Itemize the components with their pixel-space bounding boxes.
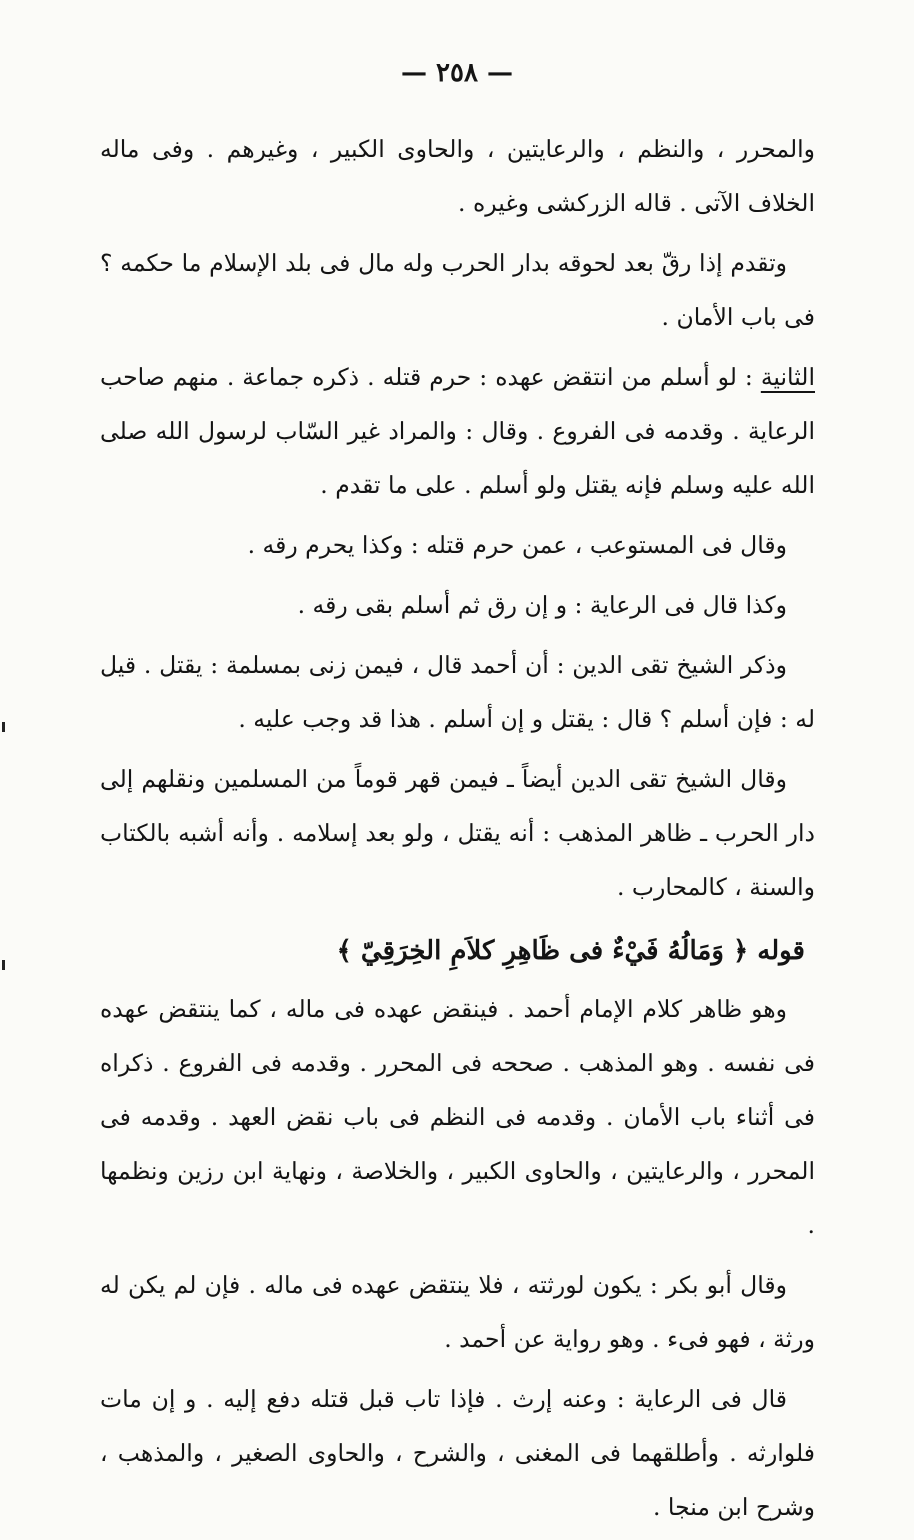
paragraph-4: وقال فى المستوعب ، عمن حرم قتله : وكذا يحرم رقه .	[247, 531, 787, 559]
margin-mark	[2, 722, 5, 732]
paragraph-8: وهو ظاهر كلام الإمام أحمد . فينقض عهده فى ماله ، كما ينتقض عهده فى نفسه . وهو المذهب . صححه فى المحرر . وقدمه فى الفروع . ذكراه فى أثناء باب الأمان . وقدمه فى النظم فى باب نقض العهد . وقدمه فى المحرر ، والرعايتين ، والحاوى الكبير ، والخلاصة ، ونهاية ابن رزين ونظمها .	[100, 995, 815, 1239]
paragraph-3-text: : لو أسلم من انتقض عهده : حرم قتله . ذكره جماعة . منهم صاحب الرعاية . وقدمه فى الفروع . وقال : والمراد غير السّاب لرسول الله صلى الله عليه وسلم فإنه يقتل ولو أسلم . على ما تقدم .	[100, 363, 815, 499]
section-heading	[100, 920, 815, 982]
heading-quote: ﴿ وَمَالُهُ فَيْءٌ فى ظَاهِرِ كلاَمِ الخِرَقِيّ ﴾	[336, 936, 749, 966]
page-number: — ٢٥٨ —	[400, 58, 514, 88]
paragraph-10: قال فى الرعاية : وعنه إرث . فإذا تاب قبل قتله دفع إليه . و إن مات فلوارثه . وأطلقهما فى المغنى ، والشرح ، والحاوى الصغير ، والمذهب ، وشرح ابن منجا .	[100, 1385, 815, 1521]
margin-mark	[2, 960, 5, 970]
paragraph-5: وكذا قال فى الرعاية : و إن رق ثم أسلم بقى رقه .	[297, 591, 787, 619]
paragraph-6: وذكر الشيخ تقى الدين : أن أحمد قال ، فيمن زنى بمسلمة : يقتل . قيل له : فإن أسلم ؟ قال : يقتل و إن أسلم . هذا قد وجب عليه .	[100, 651, 815, 733]
section-lead-word: الثانية	[760, 363, 815, 391]
paragraph-9: وقال أبو بكر : يكون لورثته ، فلا ينتقض عهده فى ماله . فإن لم يكن له ورثة ، فهو فىء . وهو رواية عن أحمد .	[100, 1271, 815, 1353]
paragraph-2: وتقدم إذا رقّ بعد لحوقه بدار الحرب وله مال فى بلد الإسلام ما حكمه ؟ فى باب الأمان .	[100, 249, 815, 331]
paragraph-7: وقال الشيخ تقى الدين أيضاً ـ فيمن قهر قوماً من المسلمين ونقلهم إلى دار الحرب ـ ظاهر المذهب : أنه يقتل ، ولو بعد إسلامه . وأنه أشبه بالكتاب والسنة ، كالمحارب .	[100, 765, 815, 901]
heading-label: قوله	[757, 936, 805, 966]
paragraph-3	[100, 350, 815, 512]
paragraph-1: والمحرر ، والنظم ، والرعايتين ، والحاوى الكبير ، وغيرهم . وفى ماله الخلاف الآتى . قاله الزركشى وغيره .	[100, 135, 815, 217]
page-body	[100, 122, 815, 1540]
